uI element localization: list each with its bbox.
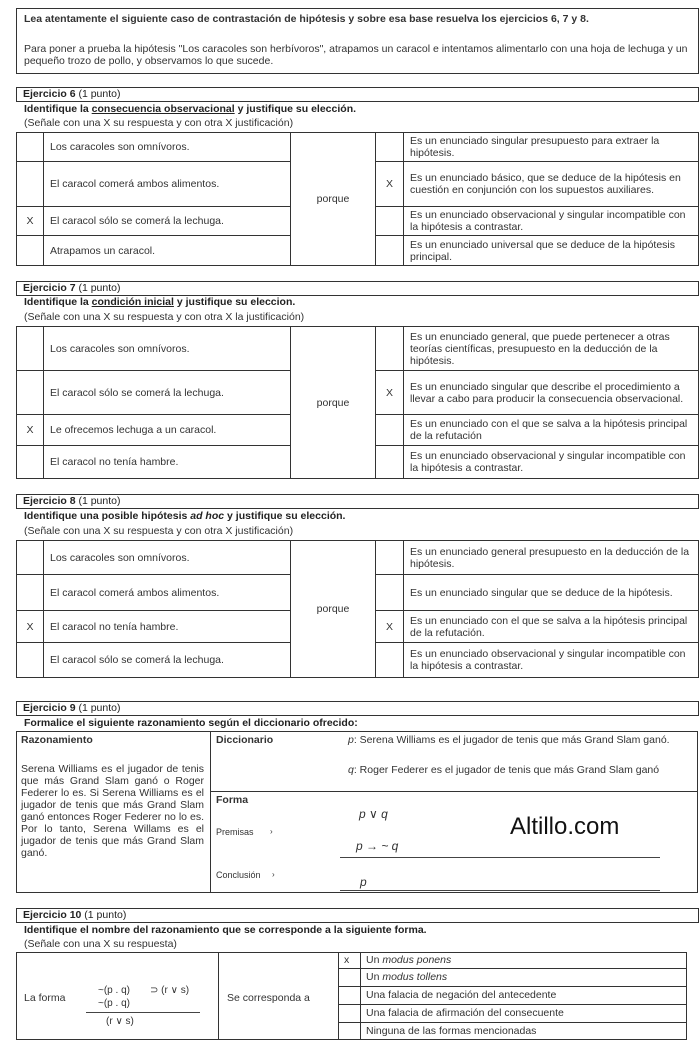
- ej8-mark-1[interactable]: [17, 541, 44, 575]
- ej7-option-1: Los caracoles son omnívoros.: [44, 327, 291, 371]
- ej8-option-1: Los caracoles son omnívoros.: [44, 541, 291, 575]
- ej9-premise-2: p → ~ q: [356, 839, 399, 853]
- ej7-option-3: Le ofrecemos lechuga a un caracol.: [44, 415, 291, 446]
- ej7-jmark-3[interactable]: [376, 415, 404, 446]
- ej9-divider-v: [210, 731, 211, 893]
- ej8-mark-4[interactable]: [17, 643, 44, 678]
- ej8-jmark-3[interactable]: X: [376, 611, 404, 643]
- ej9-line-2: [340, 890, 660, 891]
- ej6-mark-4[interactable]: [17, 236, 44, 266]
- ej8-mark-3[interactable]: X: [17, 611, 44, 643]
- ej9-conclusion-arrow: ›: [272, 870, 275, 879]
- ej8-title: Identifique una posible hipótesis ad hoc y justifique su elección.: [24, 510, 346, 522]
- ej10-instructions: (Señale con una X su respuesta): [24, 938, 177, 950]
- ej9-razonamiento-label: Razonamiento: [21, 734, 93, 746]
- ej6-option-3: El caracol sólo se comerá la lechuga.: [44, 207, 291, 236]
- ej8-table: [16, 540, 699, 678]
- ej8-mark-2[interactable]: [17, 575, 44, 611]
- ej7-table: [16, 326, 699, 479]
- ej7-jmark-4[interactable]: [376, 446, 404, 479]
- ej8-jmark-1[interactable]: [376, 541, 404, 575]
- ej6-header: Ejercicio 6 (1 punto): [16, 87, 699, 102]
- ej10-formula-line: [86, 1012, 200, 1013]
- ej10-option-3: Una falacia de negación del antecedente: [366, 989, 557, 1001]
- ej6-mark-2[interactable]: [17, 162, 44, 207]
- ej10-option-2: Un modus tollens: [366, 971, 448, 983]
- ej8-option-2: El caracol comerá ambos alimentos.: [44, 575, 291, 611]
- ej6-just-2: Es un enunciado básico, que se deduce de la hipótesis en cuestión en conjunción con los supuestos auxiliares.: [404, 162, 699, 207]
- ej7-just-3: Es un enunciado con el que se salva a la hipótesis principal de la refutación: [404, 415, 699, 446]
- ej6-porque: porque: [291, 133, 376, 266]
- ej7-porque: porque: [291, 327, 376, 479]
- ej6-jmark-4[interactable]: [376, 236, 404, 266]
- ej9-conclusion-label: Conclusión: [216, 870, 261, 880]
- ej7-just-2: Es un enunciado singular que describe el procedimiento a llevar a cabo para producir la consecuencia observacional.: [404, 371, 699, 415]
- ej10-option-row-1[interactable]: [338, 952, 687, 969]
- ej6-option-2: El caracol comerá ambos alimentos.: [44, 162, 291, 207]
- ej10-formula-3: (r ∨ s): [106, 1016, 134, 1027]
- ej9-premisas-arrow: ›: [270, 827, 273, 836]
- ej9-line-1: [340, 857, 660, 858]
- ej6-jmark-2[interactable]: X: [376, 162, 404, 207]
- ej9-conclusion: p: [360, 875, 367, 889]
- ej6-just-1: Es un enunciado singular presupuesto para extraer la hipótesis.: [404, 133, 699, 162]
- ej8-just-3: Es un enunciado con el que se salva a la hipótesis principal de la refutación.: [404, 611, 699, 643]
- ej6-title: Identifique la consecuencia observacional y justifique su elección.: [24, 103, 357, 115]
- ej9-title: Formalice el siguiente razonamiento según el diccionario ofrecido:: [24, 717, 358, 729]
- ej7-mark-1[interactable]: [17, 327, 44, 371]
- ej6-option-1: Los caracoles son omnívoros.: [44, 133, 291, 162]
- ej6-option-4: Atrapamos un caracol.: [44, 236, 291, 266]
- ej8-option-3: El caracol no tenía hambre.: [44, 611, 291, 643]
- ej7-option-2: El caracol sólo se comerá la lechuga.: [44, 371, 291, 415]
- ej7-jmark-2[interactable]: X: [376, 371, 404, 415]
- ej10-header: Ejercicio 10 (1 punto): [16, 908, 699, 923]
- ej10-formula-2: ~(p . q): [98, 998, 130, 1009]
- intro-text: Para poner a prueba la hipótesis "Los caracoles son herbívoros", atrapamos un caracol e intentamos alimentarlo con una hoja de lechuga y un pequeño trozo de pollo, y observamos lo que sucede.: [24, 43, 688, 67]
- ej10-mark-1[interactable]: x: [344, 954, 350, 966]
- ej10-option-5: Ninguna de las formas mencionadas: [366, 1025, 537, 1037]
- ej6-just-4: Es un enunciado universal que se deduce de la hipótesis principal.: [404, 236, 699, 266]
- ej9-dict-p: p: Serena Williams es el jugador de tenis que más Grand Slam ganó.: [348, 734, 670, 746]
- ej9-header: Ejercicio 9 (1 punto): [16, 701, 699, 716]
- ej8-just-1: Es un enunciado general presupuesto en la deducción de la hipótesis.: [404, 541, 699, 575]
- ej10-corresponde: Se corresponda a: [227, 992, 310, 1004]
- ej8-jmark-4[interactable]: [376, 643, 404, 678]
- ej6-jmark-1[interactable]: [376, 133, 404, 162]
- ej7-mark-3[interactable]: X: [17, 415, 44, 446]
- ej7-mark-4[interactable]: [17, 446, 44, 479]
- watermark: Altillo.com: [510, 813, 620, 840]
- ej7-just-4: Es un enunciado observacional y singular incompatible con la hipótesis a contrastar.: [404, 446, 699, 479]
- ej6-jmark-3[interactable]: [376, 207, 404, 236]
- ej6-table: [16, 132, 699, 266]
- ej9-premise-1: p ∨ q: [359, 807, 388, 821]
- ej10-option-row-2[interactable]: [338, 969, 687, 987]
- ej7-option-4: El caracol no tenía hambre.: [44, 446, 291, 479]
- ej8-header: Ejercicio 8 (1 punto): [16, 494, 699, 509]
- ej9-diccionario-label: Diccionario: [216, 734, 274, 746]
- ej6-instructions: (Señale con una X su respuesta y con otra X justificación): [24, 117, 294, 129]
- ej10-option-4: Una falacia de afirmación del consecuente: [366, 1007, 564, 1019]
- ej9-forma-label: Forma: [216, 794, 249, 806]
- ej10-divider-1: [218, 952, 219, 1040]
- ej7-just-1: Es un enunciado general, que puede pertenecer a otras teorías científicas, presupuesto en la deducción de la hipótesis.: [404, 327, 699, 371]
- ej8-option-4: El caracol sólo se comerá la lechuga.: [44, 643, 291, 678]
- ej10-option-row-3[interactable]: [338, 987, 687, 1005]
- ej8-just-4: Es un enunciado observacional y singular incompatible con la hipótesis a contrastar.: [404, 643, 699, 678]
- intro-title: Lea atentamente el siguiente caso de contrastación de hipótesis y sobre esa base resuelva los ejercicios 6, 7 y 8.: [24, 13, 589, 25]
- ej9-divider-h: [210, 791, 698, 792]
- ej10-formula-1a: ~(p . q): [98, 985, 130, 996]
- ej8-porque: porque: [291, 541, 376, 678]
- ej9-premisas-label: Premisas: [216, 827, 254, 837]
- ej7-jmark-1[interactable]: [376, 327, 404, 371]
- ej7-mark-2[interactable]: [17, 371, 44, 415]
- ej10-option-row-4[interactable]: [338, 1005, 687, 1023]
- ej6-mark-3[interactable]: X: [17, 207, 44, 236]
- ej10-la-forma: La forma: [24, 992, 66, 1004]
- ej10-option-1: Un modus ponens: [366, 954, 452, 966]
- ej9-razonamiento-text: Serena Williams es el jugador de tenis que más Grand Slam ganó o Roger Federer lo es. Si Serena Williams es el jugador de tenis que más Grand Slam ganó entonces Roger Federer no lo es. Por lo tanto, Serena Willams es el jugador de tenis que más Grand Slam ganó.: [21, 763, 204, 859]
- ej7-title: Identifique la condición inicial y justifique su eleccion.: [24, 296, 296, 308]
- ej10-title: Identifique el nombre del razonamiento que se corresponde a la siguiente forma.: [24, 924, 427, 936]
- ej10-option-row-5[interactable]: [338, 1023, 687, 1040]
- ej8-jmark-2[interactable]: [376, 575, 404, 611]
- ej6-just-3: Es un enunciado observacional y singular incompatible con la hipótesis a contrastar.: [404, 207, 699, 236]
- ej7-instructions: (Señale con una X su respuesta y con otra X la justificación): [24, 311, 305, 323]
- ej8-just-2: Es un enunciado singular que se deduce de la hipótesis.: [404, 575, 699, 611]
- ej8-instructions: (Señale con una X su respuesta y con otra X justificación): [24, 525, 294, 537]
- ej9-dict-q: q: Roger Federer es el jugador de tenis que más Grand Slam ganó: [348, 764, 660, 776]
- ej7-header: Ejercicio 7 (1 punto): [16, 281, 699, 296]
- ej6-mark-1[interactable]: [17, 133, 44, 162]
- ej10-formula-1b: ⊃ (r ∨ s): [150, 985, 190, 996]
